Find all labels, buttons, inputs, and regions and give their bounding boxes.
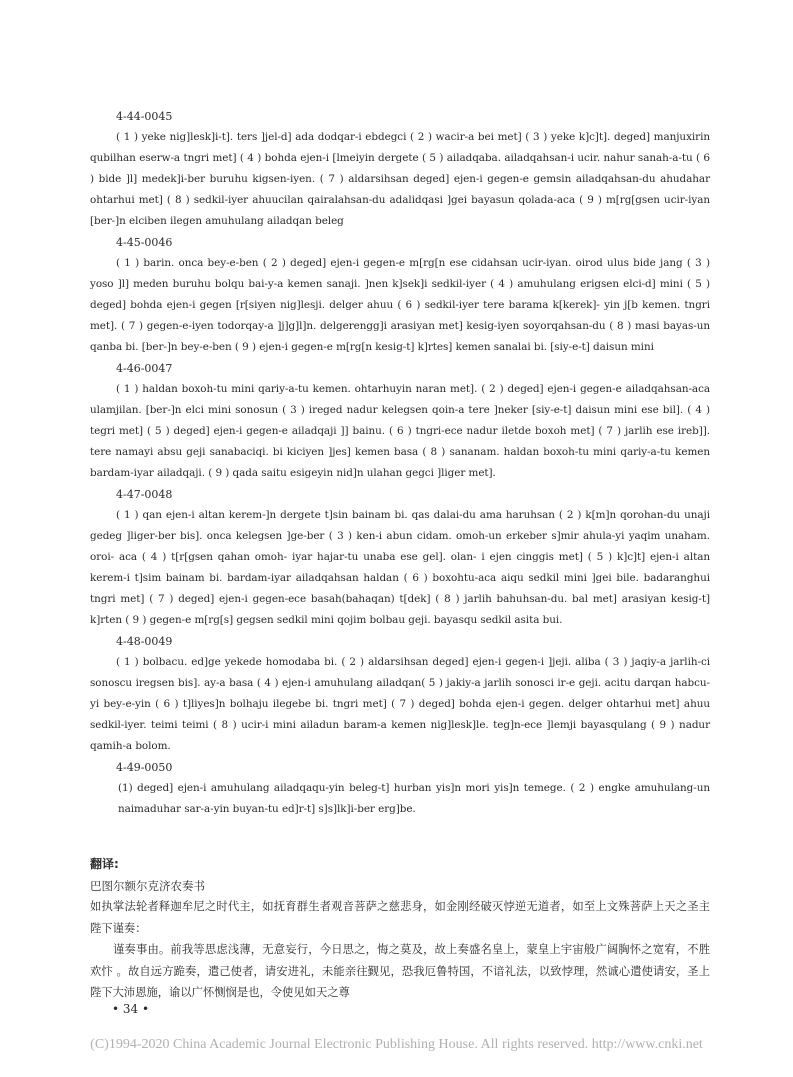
mongolian-transcription (90, 106, 710, 820)
entry-text: (1) deged] ejen-i amuhulang ailadqaqu-yin beleg-t] hurban yis]n mori yis]n temege. ( 2 ) engke amuhulang-un naimaduhar sar-a-yin buyan-tu ed]r-t] s]s]lk]i-ber erg]be. (118, 782, 710, 815)
entry-text: ( 1 ) qan ejen-i altan kerem-]n dergete t]sin bainam bi. qas dalai-du ama haruhsan ( 2 ) k[m]n qorohan-du unaji gedeg ]liger-ber bis]. onca kelegsen ]ge-ber ( 3 ) ken-i abun cidam. omoh-un erkeber s]mir ahula-yi yaqim unaham. oroi- aca ( 4 ) t[r[gsen qahan omoh- iyar hajar-tu unaba ese gel]. olan- i ejen cinggis met] ( 5 ) k]c]t] ejen-i altan kerem-i t]sim bainam bi. bardam-iyar ailadqahsan haldan ( 6 ) boxohtu-aca aiqu sedkil mini ]gei bile. badaranghui tngri met] ( 7 ) deged] ejen-i gegen-ece basah(bahaqan) t[dek] ( 8 ) jarlih bahuhsan-du. bal met] arasiyan kesig-t] k]rten ( 9 ) gegen-e m[rg[s] gegsen sedkil mini qojim bolbau geji. bayasqu sedkil asita bui. (90, 509, 710, 626)
entry-0045 (90, 106, 710, 232)
entry-0046 (90, 232, 710, 358)
page-number: • 34 • (112, 1002, 150, 1016)
translation-label: 翻译: (90, 857, 119, 871)
entry-id: 4-45-0046 (116, 236, 173, 249)
entry-text: ( 1 ) haldan boxoh-tu mini qariy-a-tu kemen. ohtarhuyin naran met]. ( 2 ) deged] ejen-i gegen-e ailadqahsan-aca ulamjilan. [ber-]n elci mini sonosun ( 3 ) ireged nadur kelegsen qoin-a tere ]neker [siy-e-t] daisun mini ese bil]. ( 4 ) tegri met] ( 5 ) deged] ejen-i gegen-e ailadqaji ]] bainu. ( 6 ) tngri-ece nadur iletde boxoh met] ( 7 ) jarlih ese ireb]]. tere namayi absu geji sanabaciqi. bi kiciyen ]jes] kemen basa ( 8 ) sananam. haldan boxoh-tu mini qariy-a-tu kemen bardam-iyar ailadqaji. ( 9 ) qada saitu esigeyin nid]n ulahan gegci ]liger met]. (90, 383, 710, 479)
translation-paragraph: 如执掌法轮者释迦牟尼之时代主，如抚育群生者观音菩萨之慈悲身，如金刚经破灭悖逆无道者，如至上文殊菩萨上天之圣主陛下谨奏： (90, 900, 710, 935)
entry-text: ( 1 ) barin. onca bey-e-ben ( 2 ) deged] ejen-i gegen-e m[rg[n ese cidahsan ucir-iyan. oirod ulus bide jang ( 3 ) yoso ]l] meden buruhu bolqu bai-y-a kemen sanaji. ]nen k]sek]i sedkil-iyer ( 4 ) amuhulang erigsen elci-d] mini ( 5 ) deged] bohda ejen-i gegen [r[siyen nig]lesji. delger ahuu ( 6 ) sedkil-iyer tere barama k[kerek]- yin j[b kemen. tngri met]. ( 7 ) gegen-e-iyen todorqay-a ]j]g]l]n. delgerengg]i arasiyan met] kesig-iyen soyorqahsan-du ( 8 ) masi bayas-un qanba bi. [ber-]n bey-e-ben ( 9 ) ejen-i gegen-e m[rg[n kesig-t] k]rtes] kemen sanalai bi. [siy-e-t] daisun mini (90, 257, 710, 353)
entry-id: 4-48-0049 (116, 635, 173, 648)
entry-text: ( 1 ) yeke nig]lesk]i-t]. ters ]jel-d] ada dodqar-i ebdegci ( 2 ) wacir-a bei met] ( 3 ) yeke k]c]t]. deged] manjuxirin qubilhan eserw-a tngri met] ( 4 ) bohda ejen-i [lmeiyin dergete ( 5 ) ailadqaba. ailadqahsan-i ucir. nahur sanah-a-tu ( 6 ) bide ]l] medek]i-ber buruhu kigsen-iyen. ( 7 ) aldarsihsan deged] ejen-i gegen-e gemsin ailadqahsan-du ahudahar ohtarhui met] ( 8 ) sedkil-iyer ahuucilan qairalahsan-du adalidqasi ]gei bayasun qolada-aca ( 9 ) m[rg[gsen ucir-iyan [ber-]n elciben ilegen amuhulang ailadqan beleg (90, 131, 710, 227)
entry-text: ( 1 ) bolbacu. ed]ge yekede homodaba bi. ( 2 ) aldarsihsan deged] ejen-i gegen-i ]jeji. aliba ( 3 ) jaqiy-a jarlih-ci sonoscu iregsen bis]. ay-a basa ( 4 ) ejen-i amuhulang ailadqan( 5 ) jakiy-a jarlih sonosci ir-e geji. acitu darqan habcu-yi bey-e-yin ( 6 ) t]liyes]n bolhaju ilegebe bi. tngri met] ( 7 ) deged] bohda ejen-i gegen. delger ohtarhui met] ahuu sedkil-iyer. teimi teimi ( 8 ) ucir-i mini ailadun baram-a kemen nig]lesk]le. teg]n-ece ]lemji bayasqulang ( 9 ) nadur qamih-a bolom. (90, 656, 710, 752)
entry-id: 4-47-0048 (116, 488, 173, 501)
copyright-footer: (C)1994-2020 China Academic Journal Electronic Publishing House. All rights reserved. http://www.cnki.net (90, 1037, 703, 1052)
translation-body (90, 896, 710, 1004)
entry-id: 4-44-0045 (116, 110, 173, 123)
entry-0050 (90, 757, 710, 820)
translation-title: 巴图尔额尔克济农奏书 (90, 879, 205, 893)
translation-paragraph: 谨奏事由。前我等思虑浅薄，无意妄行，今日思之，悔之莫及，故上奏盛名皇上，蒙皇上宇宙般广阔胸怀之宽宥，不胜欢忭 。故自远方跪奏，遣己使者，请安进礼，未能亲往觐见，恐我厄鲁特国，不谙礼法，以致悖理，然诚心遣使请安，圣上陛下大沛恩施，谕以广怀恻悯是也，令使见如天之尊 (90, 943, 710, 999)
entry-0049 (90, 631, 710, 757)
entry-0048 (90, 484, 710, 631)
entry-id: 4-46-0047 (116, 362, 173, 375)
entry-id: 4-49-0050 (116, 761, 173, 774)
entry-0047 (90, 358, 710, 484)
